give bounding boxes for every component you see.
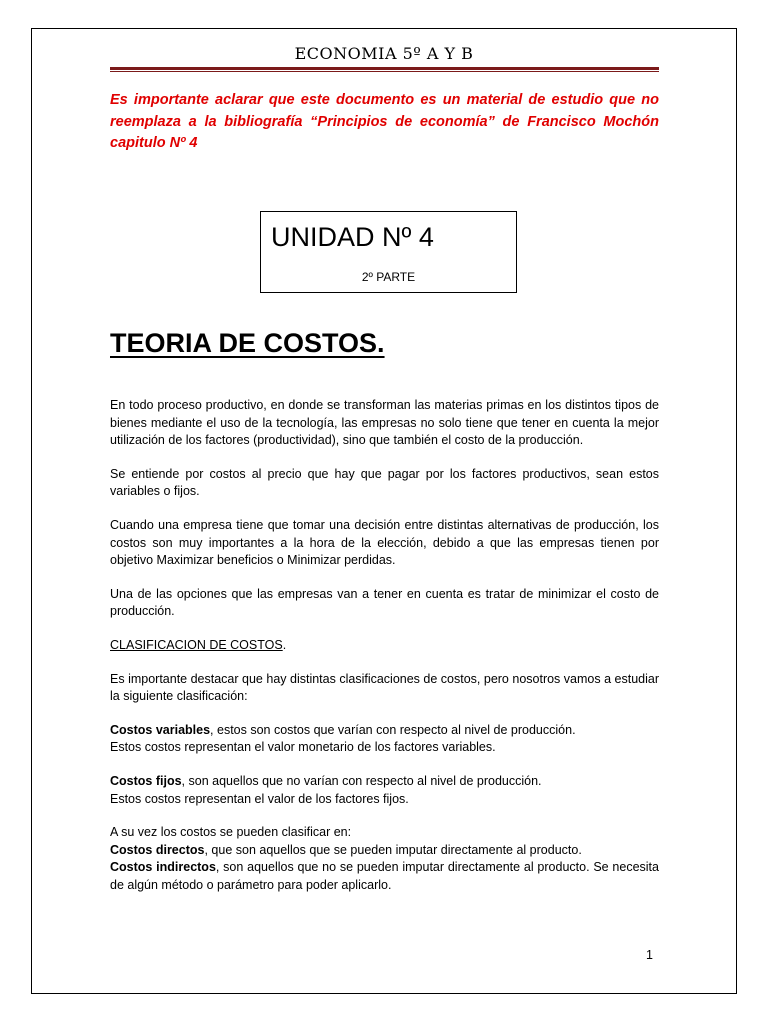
- document-header: ECONOMIA 5º A Y B: [294, 44, 474, 63]
- classification-intro: Es importante destacar que hay distintas clasificaciones de costos, pero nosotros vamos a estudiar la siguiente clasificación:: [110, 671, 659, 704]
- header-divider: [110, 67, 659, 70]
- paragraph-cost-definition: Se entiende por costos al precio que hay que pagar por los factores productivos, sean estos variables o fijos.: [110, 466, 659, 499]
- variable-costs-line: [110, 722, 659, 740]
- fixed-costs-note: Estos costos representan el valor de los factores fijos.: [110, 791, 409, 806]
- paragraph-decision: Cuando una empresa tiene que tomar una decisión entre distintas alternativas de producción, los costos son muy importantes a la hora de la elección, debido a que las empresas tienen por objetivo Maximizar beneficios o Minimizar perdidas.: [110, 517, 659, 568]
- page-number: 1: [646, 948, 653, 962]
- header-divider-thin: [110, 71, 659, 72]
- indirect-costs-term: Costos indirectos: [110, 860, 216, 875]
- paragraph-minimize: Una de las opciones que las empresas van a tener en cuenta es tratar de minimizar el costo de producción.: [110, 586, 659, 619]
- fixed-costs-definition: , son aquellos que no varían con respecto al nivel de producción.: [181, 773, 542, 788]
- direct-costs-definition: , que son aquellos que se pueden imputar directamente al producto.: [204, 842, 582, 857]
- indirect-costs-definition: , son aquellos que no se pueden imputar directamente al producto. Se necesita de algún método o parámetro para poder aplicarlo.: [110, 860, 659, 892]
- variable-costs-note: Estos costos representan el valor monetario de los factores variables.: [110, 740, 496, 755]
- fixed-costs-term: Costos fijos: [110, 773, 182, 788]
- paragraph-intro: En todo proceso productivo, en donde se transforman las materias primas en los distintos tipos de bienes mediante el uso de la tecnología, las empresas no solo tiene que tener en cuenta la mejor utilización de los factores (productividad), sino que también el costo de la producción.: [110, 398, 659, 448]
- classification-heading-line: [110, 637, 659, 655]
- variable-costs-definition: , estos son costos que varían con respecto al nivel de producción.: [210, 722, 576, 737]
- other-classification-intro: A su vez los costos se pueden clasificar en:: [110, 825, 352, 840]
- classification-heading-punct: .: [282, 637, 287, 652]
- direct-costs-line: [110, 842, 659, 860]
- disclaimer-notice: Es importante aclarar que este documento es un material de estudio que no reemplaza a la bibliografía “Principios de economía” de Francisco Mochón capitulo Nº 4: [110, 92, 659, 151]
- body-text: [110, 397, 659, 894]
- variable-costs-term: Costos variables: [110, 722, 211, 737]
- main-title: TEORIA DE COSTOS.: [110, 328, 385, 358]
- unit-subtitle: 2º PARTE: [361, 270, 416, 284]
- indirect-costs-line: [110, 859, 659, 894]
- unit-title: UNIDAD Nº 4: [271, 222, 434, 252]
- direct-costs-term: Costos directos: [110, 842, 205, 857]
- classification-heading: CLASIFICACION DE COSTOS: [110, 637, 283, 652]
- fixed-costs-line: [110, 773, 659, 791]
- unit-box: [260, 211, 517, 293]
